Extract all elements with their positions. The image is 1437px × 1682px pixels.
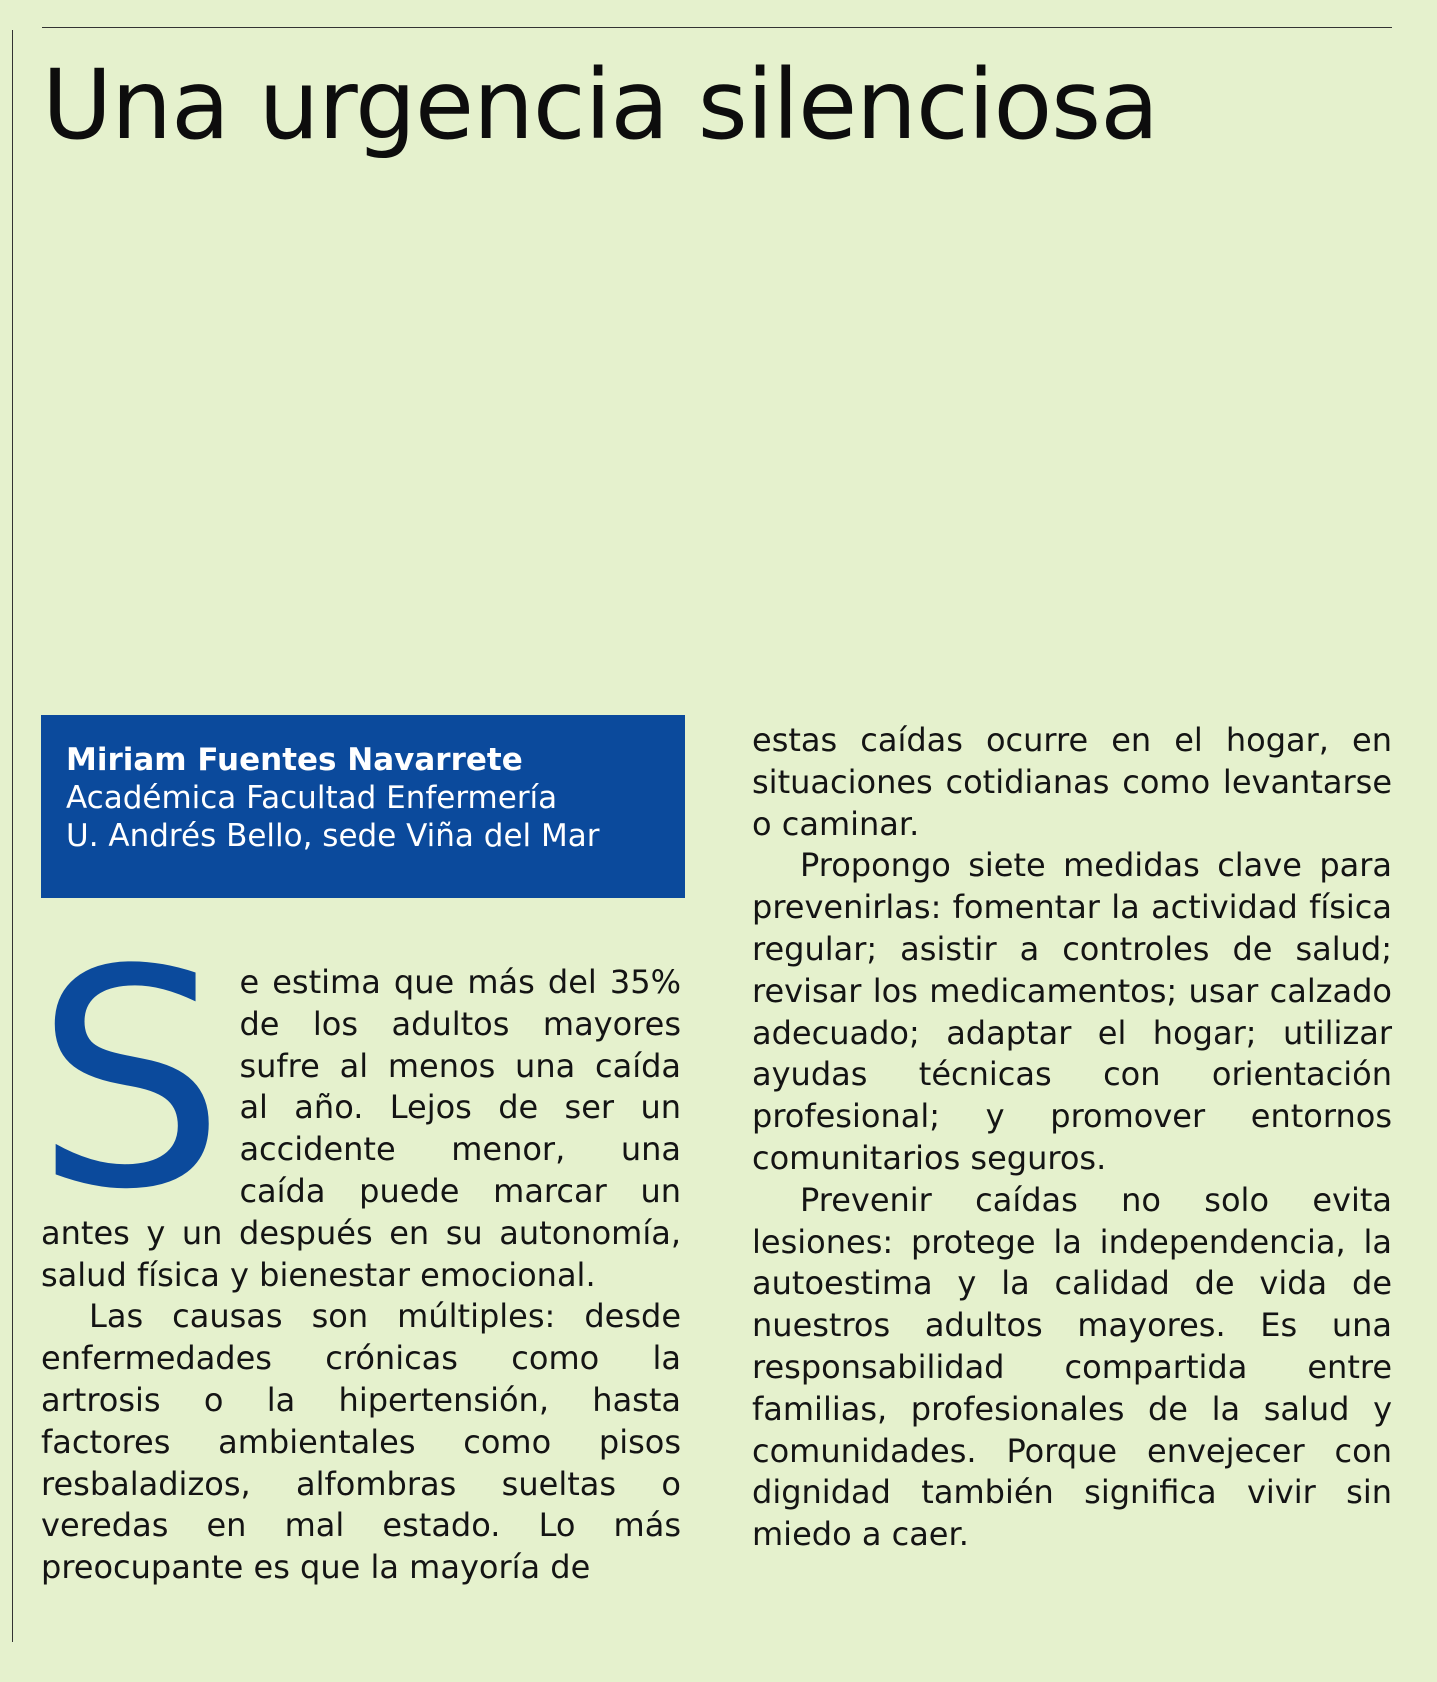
author-role: Académica Facultad Enfermería (66, 780, 558, 816)
article-column-right (752, 720, 1392, 1556)
author-name: Miriam Fuentes Navarrete (66, 742, 523, 778)
author-box (41, 715, 685, 898)
paragraph-2: Las causas son múltiples: desde enfermedades crónicas como la artrosis o la hipertensión, hasta factores ambientales como pisos resbaladizos, alfombras sueltas o veredas en mal estado. Lo más preocupante es que la mayoría de (41, 1297, 681, 1587)
top-divider (42, 27, 1392, 28)
left-divider (12, 30, 13, 1642)
article-headline: Una urgencia silenciosa (42, 49, 1159, 161)
drop-cap: S (35, 906, 226, 1255)
article-column-left (35, 906, 681, 1589)
paragraph-1: e estima que más del 35% de los adultos mayores sufre al menos una caída al año. Lejos de ser un accidente menor, una caída puede marcar un antes y un después en su autonomía, salud física y bienestar emocional. (41, 963, 681, 1294)
author-institution: U. Andrés Bello, sede Viña del Mar (66, 818, 600, 854)
paragraph-4: Prevenir caídas no solo evita lesiones: protege la independencia, la autoestima y la calidad de vida de nuestros adultos mayores. Es una responsabilidad compartida entre familias, profesionales de la salud y comunidades. Porque envejecer con dignidad también significa vivir sin miedo a caer. (752, 1180, 1392, 1554)
paragraph-3: Propongo siete medidas clave para prevenirlas: fomentar la actividad física regular; asistir a controles de salud; revisar los medicamentos; usar calzado adecuado; adaptar el hogar; utilizar ayudas técnicas con orientación profesional; y promover entornos comunitarios seguros. (752, 846, 1392, 1177)
paragraph-2-continued: estas caídas ocurre en el hogar, en situaciones cotidianas como levantarse o caminar. (752, 721, 1392, 843)
